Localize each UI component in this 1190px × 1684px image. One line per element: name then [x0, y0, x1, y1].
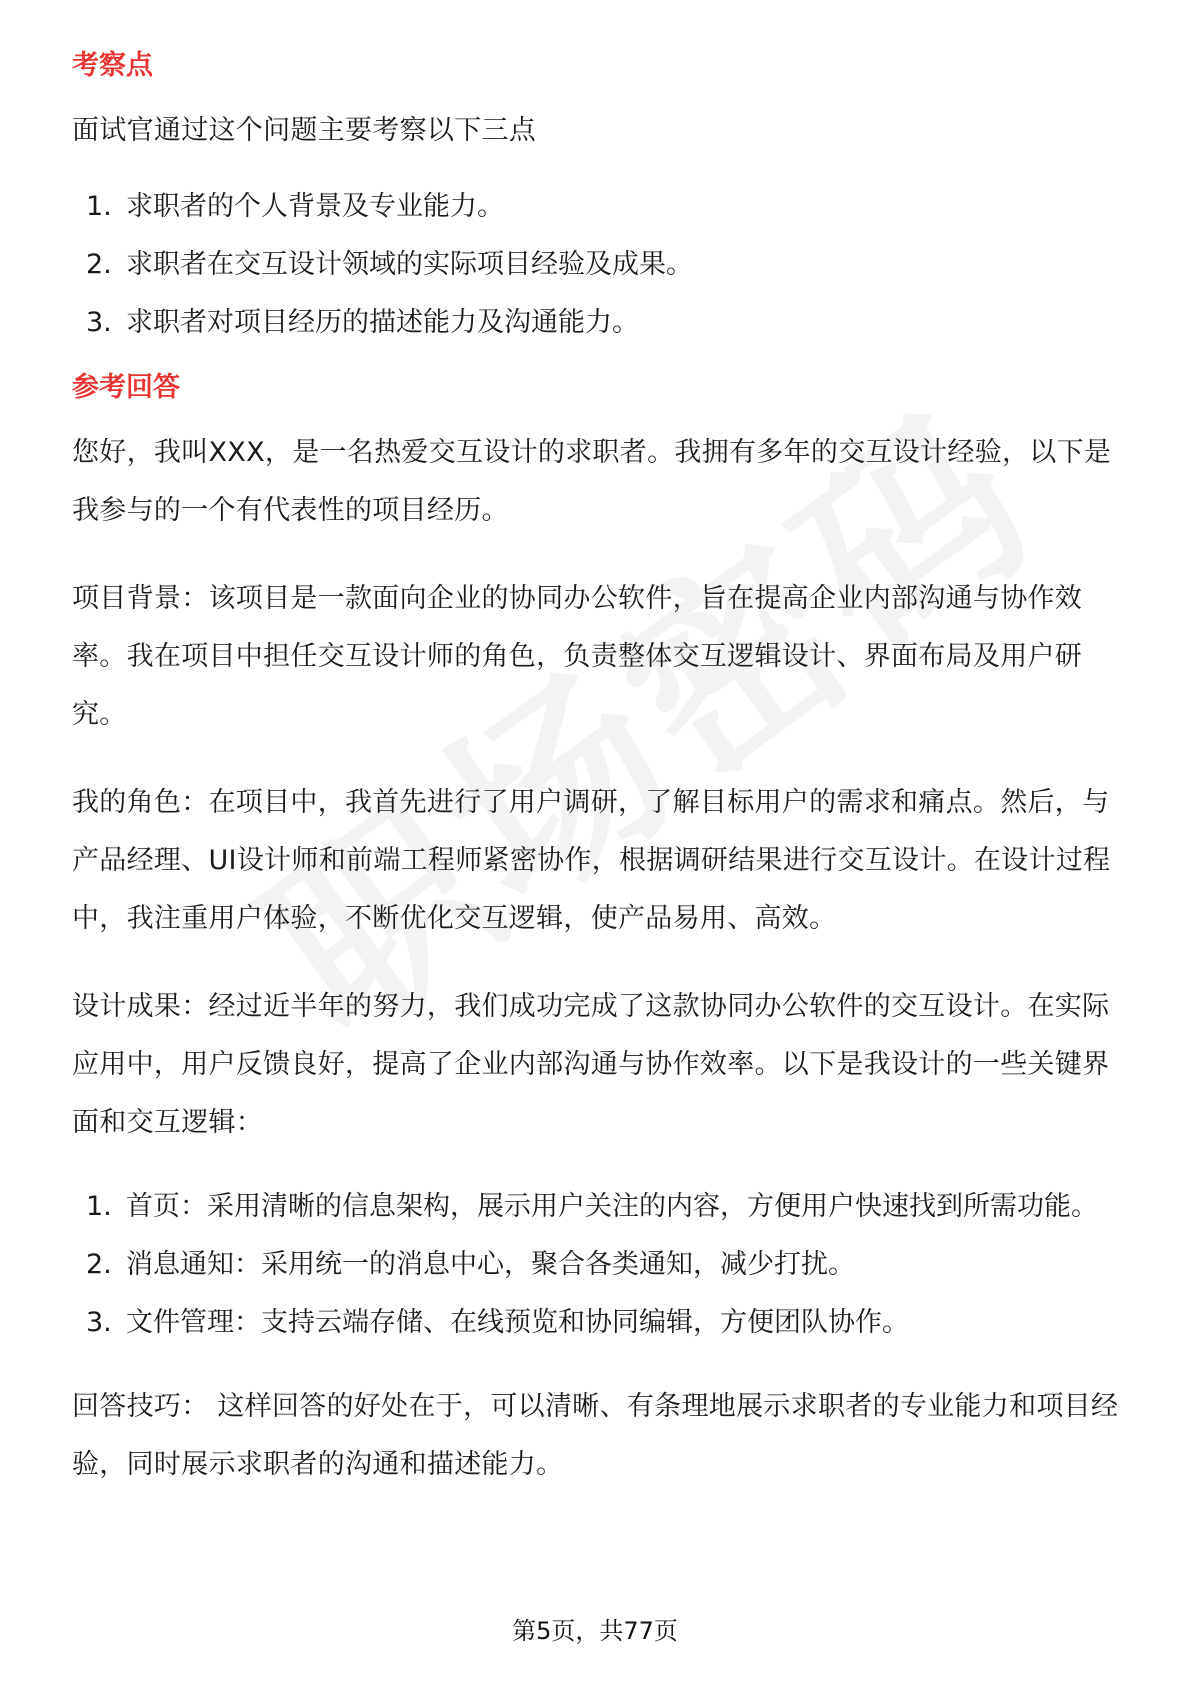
list-item — [72, 1294, 1122, 1352]
intro-paragraph: 面试官通过这个问题主要考察以下三点 — [72, 115, 537, 146]
list-text: 求职者对项目经历的描述能力及沟通能力。 — [126, 307, 639, 338]
list-number: 2. — [86, 249, 112, 280]
list-number: 1. — [86, 191, 112, 222]
list-text: 求职者在交互设计领域的实际项目经验及成果。 — [126, 249, 693, 280]
list-text: 首页：采用清晰的信息架构，展示用户关注的内容，方便用户快速找到所需功能。 — [126, 1191, 1098, 1222]
list-number: 3. — [86, 1307, 112, 1338]
list-item — [72, 236, 1122, 294]
assessment-list — [72, 178, 1122, 352]
list-item — [72, 1236, 1122, 1294]
list-item — [72, 1178, 1122, 1236]
key-interfaces-list — [72, 1178, 1122, 1352]
list-text: 消息通知：采用统一的消息中心，聚合各类通知，减少打扰。 — [126, 1249, 855, 1280]
answer-paragraph-intro: 您好，我叫XXX，是一名热爱交互设计的求职者。我拥有多年的交互设计经验，以下是我参与的一个有代表性的项目经历。 — [72, 437, 1112, 526]
page-content — [72, 48, 1122, 1494]
list-item — [72, 178, 1122, 236]
list-number: 3. — [86, 307, 112, 338]
section-heading-cankaohuida: 参考回答 — [72, 372, 180, 403]
list-number: 2. — [86, 1249, 112, 1280]
answer-paragraph-role: 我的角色：在项目中，我首先进行了用户调研，了解目标用户的需求和痛点。然后，与产品经理、UI设计师和前端工程师紧密协作，根据调研结果进行交互设计。在设计过程中，我注重用户体验，不断优化交互逻辑，使产品易用、高效。 — [72, 787, 1111, 934]
list-text: 文件管理：支持云端存储、在线预览和协同编辑，方便团队协作。 — [126, 1307, 909, 1338]
list-text: 求职者的个人背景及专业能力。 — [126, 191, 504, 222]
answer-paragraph-background: 项目背景：该项目是一款面向企业的协同办公软件，旨在提高企业内部沟通与协作效率。我在项目中担任交互设计师的角色，负责整体交互逻辑设计、界面布局及用户研究。 — [72, 583, 1083, 730]
page-footer: 第5页，共77页 — [512, 1617, 678, 1645]
list-item — [72, 294, 1122, 352]
section-heading-kaochadian: 考察点 — [72, 50, 153, 81]
answer-tip-paragraph: 回答技巧： 这样回答的好处在于，可以清晰、有条理地展示求职者的专业能力和项目经验，同时展示求职者的沟通和描述能力。 — [72, 1391, 1119, 1480]
list-number: 1. — [86, 1191, 112, 1222]
answer-paragraph-results: 设计成果：经过近半年的努力，我们成功完成了这款协同办公软件的交互设计。在实际应用中，用户反馈良好，提高了企业内部沟通与协作效率。以下是我设计的一些关键界面和交互逻辑： — [72, 991, 1110, 1138]
